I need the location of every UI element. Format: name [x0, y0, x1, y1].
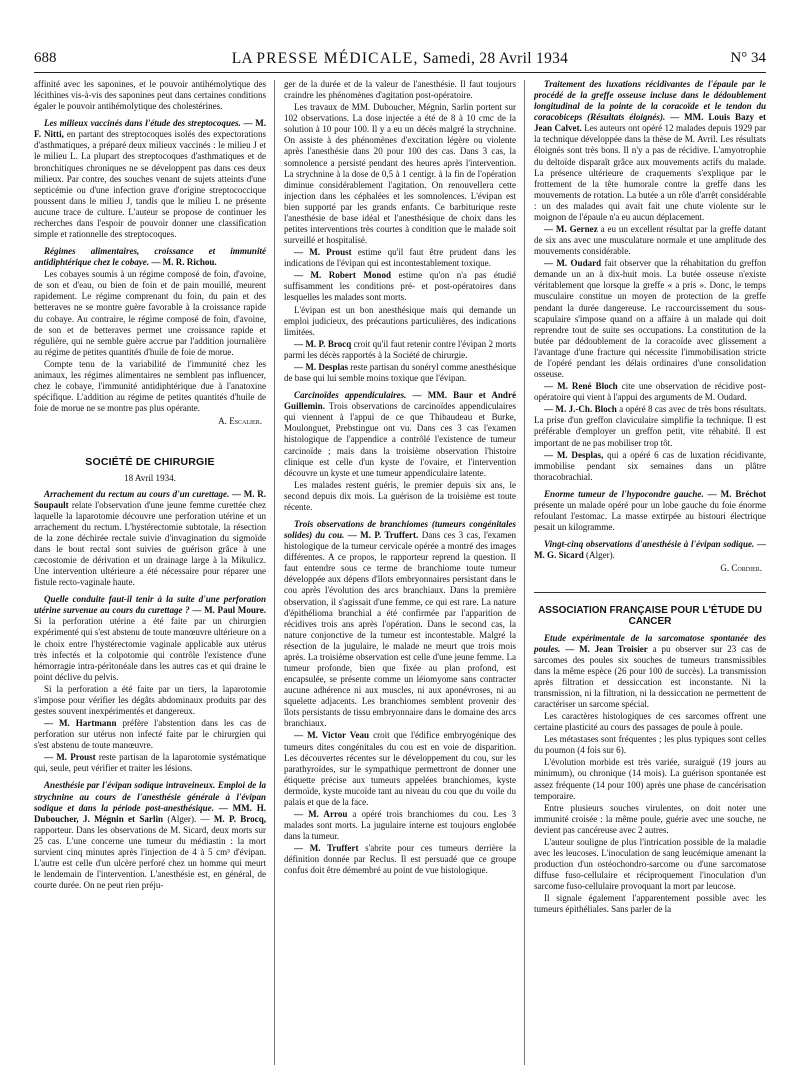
author-signature: G. Cordier. [720, 563, 762, 574]
article-text: fait observer que la réhabitation du greffon demande un an à dix-huit mois. La butée osseuse n'existe véritablement que lorsque la greffe « a pris ». Donc, le temps musculaire constitue un moyen de protection de la greffe pendant la durée dangereuse. Le raccourcissement du sous-scapulaire s'impose quand on a affaire à un malade qui doit reprendre tout de suite ses occupations. La constitution de la butée par dédoublement de la coracoïde avec glissement a l'avantage d'une fracture qui nécessite l'immobilisation stricte de l'opéré pendant les délais ordinaires d'une consolidation osseuse. [534, 258, 766, 380]
article-text: estime qu'il faut être prudent dans les indications de l'évipan qui est incontestablement toxique. [284, 247, 516, 269]
article-nitti [34, 118, 266, 240]
paragraph [534, 258, 766, 380]
article-author: — MM. Baur et André Guillemin. [284, 390, 516, 412]
article-text: préfère l'abstention dans les cas de perforation sur utérus non infecté faite par le chirurgien qui s'est abstenu de toute manœuvre. [34, 718, 266, 751]
issue-date: Samedi, 28 Avril 1934 [422, 50, 569, 67]
paragraph: affinité avec les saponines, et le pouvoir antihémolytique des lécithines vis-à-vis des saponines peut dans certaines conditions égaler le pouvoir antihémolytique des cholestérines. [34, 79, 266, 112]
article-text: Trois observations de carcinoïdes appendiculaires qui viennent à l'appui de ce que Thibaudeau et Burke, Moulonguet, Prebstingue ont vu. Dans ces 3 cas l'examen histologique de l'appendice a contrôlé l'existence de tumeur carcinoïde ; mais dans la troisième observation l'histoire clinique est celle d'un kyste de l'ovaire, et l'intervention découvre un kyste et une tumeur appendiculaire latente. [284, 401, 516, 478]
issue-number: N° 34 [730, 50, 766, 66]
article-text: s'abrite pour ces tumeurs derrière la définition donnée par Reclus. Il est persuadé que ce groupe confus doit être démembré au point de vue histologique. [284, 843, 516, 876]
article-title: Quelle conduite faut-il tenir à la suite d'une perforation utérine survenue au cours du curettage ? [34, 594, 266, 616]
article-place: (Alger). [586, 550, 615, 561]
page-header [34, 50, 766, 72]
article-richou [34, 246, 266, 268]
paragraph: Il signale également l'apparentement possible avec les tumeurs épithéliales. Sans parler de la [534, 893, 766, 915]
column-3 [534, 79, 766, 1069]
paragraph [284, 362, 516, 384]
article-author: — M. René Bloch [544, 381, 618, 392]
article-text: cite une observation de récidive post-opératoire qui vient à l'appui des arguments de M. Oudard. [534, 381, 766, 403]
article-title: Enorme tumeur de l'hypocondre gauche. [544, 488, 704, 499]
column-1 [34, 79, 266, 1069]
article-author: — M. J.-Ch. Bloch [544, 404, 617, 415]
article-title: Anesthésie par l'évipan sodique intraveineux. Emploi de la strychnine au cours de l'anesthésie générale à l'évipan sodique et dans la période post-anesthésique. [34, 780, 266, 813]
article-author: — M. Gernez [544, 224, 598, 235]
article-text: présente un malade opéré pour un lobe gauche du foie énorme refoulant l'estomac. La masse extirpée au bistouri électrique pesait un kilogramme. [534, 499, 766, 533]
paragraph: L'auteur souligne de plus l'intrication possible de la maladie avec les leucoses. L'inoculation de sang leucémique amenant la production d'un ostéochondro-sarcome ou d'une sarcomatose diffuse fuso-cellulaire et réciproquement l'inoculation d'un sarcome fuso-cellulaire provoquant la mort par leucose. [534, 836, 766, 892]
article-title: Carcinoïdes appendiculaires. [294, 390, 407, 401]
article-author: — M. Truffert [294, 843, 359, 854]
paragraph: Les cobayes soumis à un régime composé de foin, d'avoine, de son et d'eau, ou bien de foin et de pain mouillé, meurent rapidement. Le régime comprenant du foin, du pain et des betteraves ne se montre guère favorable à la croissance rapide du cobaye. Au contraire, le régime composé de foin, d'avoine, de son et de betteraves permet une croissance rapide et régulière, qui ne semble guère accrue par l'addition journalière au régime de petites quantités d'huile de foie de morue. [34, 269, 266, 357]
journal-title [34, 50, 766, 68]
article-author: — M. F. Nitti, [34, 118, 266, 140]
article-text: a eu un excellent résultat par la greffe datant de six ans avec une musculature normale et une amplitude des mouvements considérable. [534, 224, 766, 257]
article-text: a opéré 8 cas avec de très bons résultats. La prise d'un greffon claviculaire simplifie la technique. Il est préférable d'employer un greffon petit, vite réhabité. Il est important de ne pas mobiliser trop tôt. [534, 404, 766, 448]
paragraph [284, 247, 516, 269]
article-author: — M. Robert Monod [294, 270, 392, 281]
article-author: — M. Bréchot [707, 488, 766, 499]
article-title: Trois observations de branchiomes (tumeurs congénitales solides) du cou. [284, 518, 516, 541]
paragraph: Les caractères histologiques de ces sarcomes offrent une certaine plasticité au cours des passages de poule à poule. [534, 711, 766, 733]
paragraph [534, 381, 766, 403]
column-2 [284, 79, 516, 1069]
paragraph: L'évipan est un bon anesthésique mais qui demande un emploi judicieux, des précautions particulières, des indications limitées. [284, 304, 516, 337]
paragraph [34, 752, 266, 774]
paragraph: Les métastases sont fréquentes ; les plus typiques sont celles du poumon (4 fois sur 6). [534, 734, 766, 756]
article-author: — M. Jean Troisier [565, 643, 648, 654]
article-text: a pu observer sur 23 cas de sarcomes des poules six souches de tumeurs transmissibles dans la même espèce (26 pour 100 de succès). La transmission après filtration et dessiccation est inconstante. Ni la transmission, ni la filtration, ni la dessiccation ne permettent de caractériser un sarcome spécial. [534, 643, 766, 709]
article-hypocondre [534, 489, 766, 533]
article-title: Régimes alimentaires, croissance et immunité antidiphtérique chez le cobaye. [34, 246, 266, 268]
article-text: rapporteur. Dans les observations de M. Sicard, deux morts sur 25 cas. L'une concerne une tumeur du médiastin : la mort survient cinq minutes après l'injection de 4 à 5 cm³ d'évipan. L'autre est celle d'un ulcère perforé chez un homme qui meurt le lendemain de l'intervention. L'anesthésie est, en général, de courte durée. On ne peut rien préju- [34, 824, 266, 891]
header-rule [34, 72, 766, 73]
article-troisier [534, 633, 766, 711]
article-text: relate l'observation d'une jeune femme curettée chez laquelle la laparotomie découvre une perforation utérine et un arrachement du rectum. L'hystérectomie subtotale, la résection de la zone déchirée rectale suivie d'invagination du sigmoïde dans le bout rectal sont suivies de guérison grâce à une cæcostomie de dérivation et un drainage large à la Mikulicz. Une intervention ultérieure a été nécessaire pour réparer une fistule recto-vaginale haute. [34, 499, 266, 588]
paragraph: Compte tenu de la variabilité de l'immunité chez les animaux, les régimes alimentaires ne semblent pas influencer, chez le cobaye, l'immunité antidiphtérique due à l'anatoxine spécifique. L'addition au régime de petites quantités d'huile de foie de morue ne se montre pas plus opérante. [34, 358, 266, 414]
article-luxations [534, 79, 766, 223]
article-author: — M. P. Brocq [294, 338, 352, 349]
section-rule [534, 592, 766, 593]
article-author: — M. Desplas, [544, 449, 604, 460]
article-author: — M. Proust [294, 247, 352, 258]
article-text: en partant des streptocoques isolés des expectorations d'asthmatiques, a préparé deux milieux vaccinés : le milieu J et le milieu L. La plupart des streptocoques d'asthmatiques et de bronchitiques chroniques ne se développent pas dans ces deux milieux. Par contre, des souches venant de sujets atteints d'une septicémie ou d'une infection grave d'origine streptococcique poussent dans le milieu J, tandis que le milieu L ne présente aucune trace de culture. L'auteur se propose de continuer les recherches dans l'espoir de pouvoir donner une classification simple et rationnelle des streptocoques. [34, 129, 266, 240]
article-author: — M. G. Sicard [534, 539, 766, 561]
paragraph: Les travaux de MM. Duboucher, Mégnin, Sarlin portent sur 102 observations. La dose injectée a été de 8 à 10 cmc de la solution à 10 pour 100. Il y a eu un décès malgré la strychnine. On assiste à des phénomènes d'excitation légère ou violente après l'anesthésie dans 20 pour 100 des cas. Dans 3 cas, la somnolence a persisté pendant des heures après l'intervention. La strychnine à la dose de 0,5 à 1 centigr. à la fin de l'opération diminue considérablement l'agitation. On renouvellera cette injection dans les céphalées et les somnolences. L'évipan est bien supporté par les grands enfants. Ce barbiturique reste l'anesthésie de base idéal et l'anesthésique de choix dans les petites interventions très courtes à condition que le malade soit surveillé et hospitalisé. [284, 102, 516, 246]
paragraph [284, 809, 516, 842]
article-author: — M. Arrou [294, 809, 348, 819]
paragraph [534, 404, 766, 448]
article-author: — M. Desplas [294, 361, 349, 372]
article-author: — M. R. Richou. [151, 257, 217, 268]
paragraph: ger de la durée et de la valeur de l'anesthésie. Il faut toujours craindre les phénomènes d'agitation post-opératoire. [284, 79, 516, 101]
article-text: Les auteurs ont opéré 12 malades depuis 1929 par la technique développée dans la thèse de M. Avril. Les résultats éloignés sont très bons. Il n'y a pas de récidive. L'amyotrophie du deltoïde disparaît grâce aux mouvements actifs du malade. La présence ultérieure de craquements s'explique par le frottement de la tête humorale contre la greffe dans les mouvements de rotation. La butée a un rôle d'arrêt considérable : un des malades qui avait fait une chute violente sur le moignon de l'épaule n'a eu aucun déplacement. [534, 123, 766, 222]
paragraph [34, 718, 266, 751]
section-date: 18 Avril 1934. [124, 473, 176, 484]
paragraph [284, 730, 516, 808]
title-main: PRESSE MÉDICALE, [256, 50, 419, 67]
paragraph [534, 224, 766, 257]
article-author: — M. Paul Moure. [192, 605, 266, 616]
article-soupault [34, 489, 266, 589]
article-author: — M. Proust [44, 752, 96, 763]
article-text: reste partisan de la laparotomie systématique qui, seule, peut vérifier et traiter les lésions. [34, 752, 266, 774]
article-text: Dans ces 3 cas, l'examen histologique de la tumeur cervicale opérée a montré des images différentes. A ce propos, le rapporteur reprend la question. Il faut entendre sous ce terme de branchiome toute tumeur développée aux dépens d'îlots embryonnaires persistant dans le cou après l'évolution des arcs branchiaux. Dans la première observation, il s'agissait d'une femme, ce qui est rare. La nature d'épithélioma branchial a été confirmée par l'apparition de récidives trois ans après l'opération. Dans le second cas, la nature conjonctive de la tumeur est incontestable. Malgré la résection de la jugulaire, le malade ne meurt que trois mois après. La troisième observation est celle d'une jeune femme. La tumeur profonde, bien que fixée au plan profond, est encapsulée, se présente comme un léiomyome sans contracter aucune adhérence ni aux muscles, ni aux aponévroses, ni au squelette adjacents. Les branchiomes semblent provenir des îlots persistants de tissu embryonnaire dans le domaine des arcs branchiaux. [284, 530, 516, 729]
title-prefix: LA [231, 50, 253, 67]
article-author: — M. R. Soupault [34, 488, 266, 510]
article-evipan: Anesthésie par l'évipan sodique intraveineux. Emploi de la strychnine au cours de l'anesthésie générale à l'évipan sodique et dans la période post-anesthésique. — MM. H. Duboucher, J. Mégnin et Sarlin (Alger). — M. P. Brocq, rapporteur. Dans les observations de M. Sicard, deux morts sur 25 cas. L'une concerne une tumeur du médiastin : la mort survient cinq minutes après l'injection de 4 à 5 cm³ d'évipan. L'autre est celle d'un ulcère perforé chez un homme qui meurt le lendemain de l'intervention. L'anesthésie est, en général, de courte durée. On ne peut rien préju- [34, 780, 266, 891]
page-number: 688 [34, 50, 57, 66]
column-divider [274, 80, 275, 1065]
article-text: Si la perforation utérine a été faite par un chirurgien expérimenté qui s'est abstenu de toute manœuvre ultérieure on a le choix entre l'hystérectomie vaginale applicable aux utérus très infectés et la colpotomie qui contrôle l'existence d'une hémorragie intra-péritonéale dans les autres cas et qui draine le point déclive du pelvis. [34, 616, 266, 682]
article-author: — M. P. Truffert. [347, 530, 419, 541]
article-title: Vingt-cinq observations d'anesthésie à l'évipan sodique. [544, 539, 755, 550]
article-text: croit qu'il faut retenir contre l'évipan 2 morts parmi les décès rapportés à la Société de chirurgie. [284, 338, 516, 360]
author-signature: A. Escalier. [218, 416, 262, 427]
paragraph [284, 843, 516, 876]
article-author: — M. Victor Veau [294, 730, 370, 741]
article-author: — M. Hartmann [44, 718, 117, 729]
paragraph [534, 450, 766, 483]
article-branchiomes [284, 519, 516, 729]
article-title: Arrachement du rectum au cours d'un curettage. [44, 488, 230, 499]
article-carcinoides [284, 390, 516, 479]
paragraph [284, 270, 516, 303]
paragraph: Les malades restent guéris, le premier depuis six ans, le second depuis dix mois. La guérison de la troisième est toute récente. [284, 479, 516, 512]
section-title: ASSOCIATION FRANÇAISE POUR L'ÉTUDE DU CANCER [538, 605, 762, 628]
article-text: estime qu'on n'a pas étudié suffisamment les conditions pré- et post-opératoires dans lesquelles les malades sont morts. [284, 270, 516, 303]
article-author: — MM. Louis Bazy et Jean Calvet. [534, 112, 766, 134]
section-title: SOCIÉTÉ DE CHIRURGIE [85, 456, 215, 469]
paragraph: Si la perforation a été faite par un tiers, la laparotomie s'impose pour vérifier les dégâts abdominaux produits par des gestes souvent inexpérimentés et dangereux. [34, 683, 266, 716]
article-text: a opéré trois branchiomes du cou. Les 3 malades sont morts. La jugulaire interne est toujours englobée dans la tumeur. [284, 809, 516, 842]
article-text: reste partisan du sonéryl comme anesthésique de base qui lui semble moins toxique que l'évipan. [284, 361, 516, 384]
article-author: — MM. H. Duboucher, J. Mégnin et Sarlin [34, 802, 266, 824]
paragraph: Entre plusieurs souches virulentes, on doit noter une immunité croisée : la même poule, guérie avec une souche, ne devient pas cancéreuse avec 2 autres. [534, 802, 766, 835]
paragraph [284, 339, 516, 361]
article-place: (Alger). [167, 813, 197, 824]
column-divider [524, 80, 525, 1065]
article-text: croit que l'édifice embryogénique des tumeurs dites congénitales du cou est en voie de disparition. Les découvertes récentes sur le développement du cou, sur les parathyroïdes, sur le sympathique permettront de donner une étiquette précise aux tumeurs appelées branchiomes, kyste dermoïde, kyste mucoïde tant au niveau du cou que du voile du palais et que de la face. [284, 730, 516, 807]
article-moure [34, 594, 266, 683]
article-rapporteur: M. P. Brocq, [213, 813, 266, 824]
article-title: Etude expérimentale de la sarcomatose spontanée des poules. [534, 632, 766, 654]
paragraph: L'évolution morbide est très variée, suraiguë (19 jours au minimum), ou chronique (14 mois). La guérison spontanée est assez fréquente (14 pour 100) après une phase de cancérisation temporaire. [534, 757, 766, 801]
article-text: qui a opéré 6 cas de luxation récidivante, immobilise pendant six semaines dans un plâtre thoracobrachial. [534, 449, 766, 482]
article-author: — M. Oudard [544, 258, 602, 269]
article-title: Traitement des luxations récidivantes de l'épaule par le procédé de la greffe osseuse incluse dans le dédoublement longitudinal de la pointe de la coracoïde et le tendon du coracobiceps (Résultats éloignés). [534, 79, 766, 123]
article-title: Les milieux vaccinés dans l'étude des streptocoques. [44, 118, 241, 129]
article-sicard [534, 539, 766, 561]
